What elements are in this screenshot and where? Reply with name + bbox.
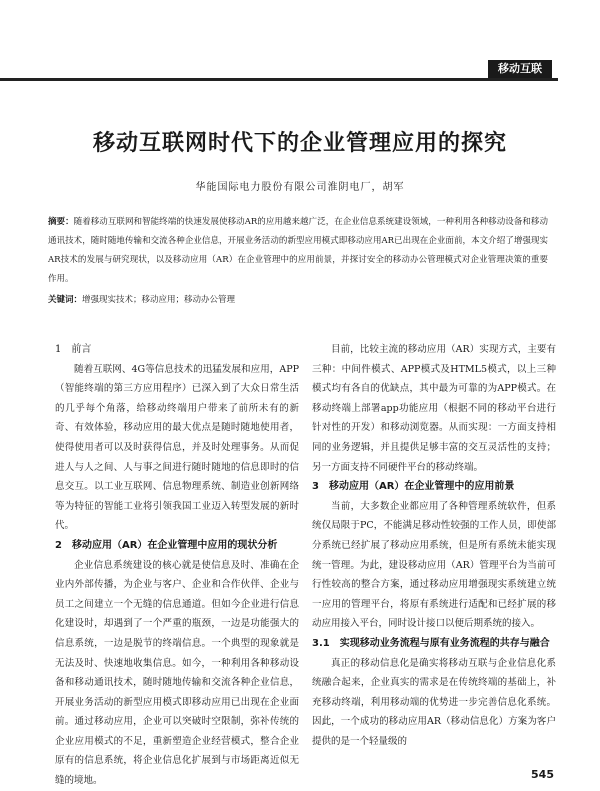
section-2-heading: 2 移动应用（AR）在企业管理中应用的现状分析 [55, 539, 278, 551]
page-number: 545 [531, 768, 554, 781]
article-title: 移动互联网时代下的企业管理应用的探究 [92, 131, 507, 156]
section-3-1-heading: 3.1 实现移动业务流程与原有业务流程的共存与融合 [312, 637, 550, 649]
section-3-1-paragraph: 真正的移动信息化是确实将移动互联与企业信息化系统融合起来，企业真实的需求是在传统终端的基础上，补充移动终端，利用移动端的优势进一步完善信息化系统。因此，一个成功的移动应用AR（移动信息化）方案为客户提供的是一个轻量级的 [312, 657, 556, 747]
abstract-text: 随着移动互联网和智能终端的快速发展使移动AR的应用越来越广泛，在企业信息系统建设领域，一种利用各种移动设备和移动通讯技术，随时随地传输和交流各种企业信息，开展业务活动的新型应用模式即移动应用AR已出现在企业面前，本文介绍了增强现实AR技术的发展与研究现状，以及移动应用（AR）在企业管理中的应用前景，并探讨安全的移动办公管理模式对企业管理决策的重要作用。 [48, 217, 548, 284]
section-tag: 移动互联 [488, 60, 552, 78]
author-line: 华能国际电力股份有限公司淮阴电厂，胡军 [195, 182, 405, 193]
abstract-label: 摘要： [48, 217, 74, 227]
keywords [48, 291, 548, 310]
section-3-paragraph: 当前，大多数企业都应用了各种管理系统软件，但系统仅局限于PC，不能满足移动性较强的工作人员，即使部分系统已经扩展了移动应用系统，但是所有系统未能实现统一管理。为此，建设移动应用（AR）管理平台为当前可行性较高的整合方案，通过移动应用增强现实系统建立统一应用的管理平台，将原有系统进行适配和已经扩展的移动应用接入平台，同时设计接口以便后期系统的接入。 [312, 500, 556, 630]
keywords-text: 增强现实技术；移动应用；移动办公管理 [82, 295, 236, 305]
section-1-paragraph: 随着互联网、4G等信息技术的迅猛发展和应用，APP（智能终端的第三方应用程序）已深入到了大众日常生活的几乎每个角落，给移动终端用户带来了前所未有的新奇、有效体验，移动应用的最大优点是随时随地使用者，使得使用者可以及时获得信息，并及时处理事务。从而促进人与人之间、人与事之间进行随时随地的信息即时的信息交互。以工业互联网、信息物理系统、制造业创新网络等为特征的智能工业将引领我国工业迈入转型发展的新时代。 [55, 363, 299, 532]
abstract [48, 213, 548, 289]
section-3-heading: 3 移动应用（AR）在企业管理中的应用前景 [312, 481, 515, 493]
section-2-paragraph: 企业信息系统建设的核心就是使信息及时、准确在企业内外部传播，为企业与客户、企业和合作伙伴、企业与员工之间建立一个无缝的信息通道。但如今企业进行信息化建设时，却遇到了一个严重的瓶颈，一边是功能强大的信息系统，一边是脱节的终端信息。一个典型的现象就是无法及时、快速地收集信息。如今，一种利用各种移动设备和移动通讯技术，随时随地传输和交流各种企业信息，开展业务活动的新型应用模式即移动应用已出现在企业面前。通过移动应用，企业可以突破时空限制，弥补传统的企业应用模式的不足，重新塑造企业经营模式，整合企业原有的信息系统，将企业信息化扩展到与市场距离近似无缝的境地。 [55, 559, 299, 787]
keywords-label: 关键词： [48, 295, 83, 305]
section-2-paragraph-2: 目前，比较主流的移动应用（AR）实现方式，主要有三种：中间件模式、APP模式及HTML5模式，以上三种模式均有各自的优缺点，其中最为可靠的为APP模式。在移动终端上部署app功能应用（根据不同的移动平台进行针对性的开发）和移动浏览器。从而实现：一方面支持相同的业务逻辑，并且提供足够丰富的交互灵活性的支持；另一方面支持不同硬件平台的移动终端。 [312, 344, 556, 473]
left-column [55, 340, 299, 791]
header-rule [0, 60, 558, 81]
right-column [312, 340, 556, 751]
section-1-heading: 1 前言 [55, 344, 92, 355]
